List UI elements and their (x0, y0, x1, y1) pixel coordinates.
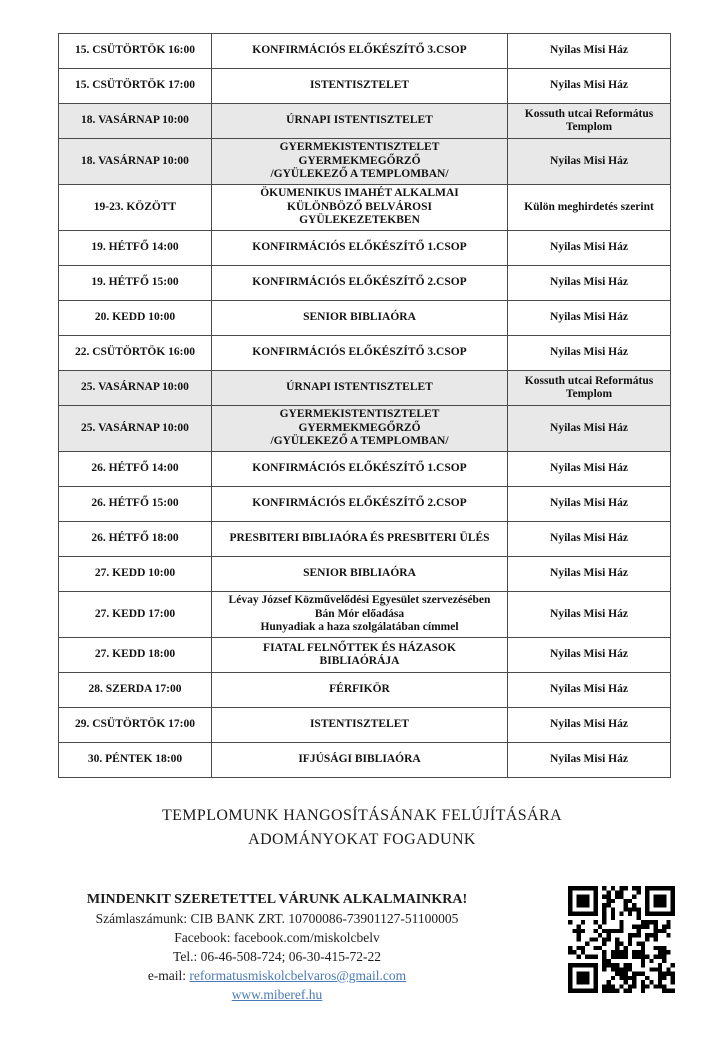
website-link[interactable]: www.miberef.hu (231, 987, 323, 1002)
location-cell (508, 452, 671, 487)
cell-text-line: Lévay József Közművelődési Egyesület szervezésében (228, 594, 491, 607)
date-time-cell (59, 522, 212, 557)
cell-text-line: 26. HÉTFŐ 15:00 (91, 497, 179, 510)
cell-text-line: KONFIRMÁCIÓS ELŐKÉSZÍTŐ 3.CSOP (252, 44, 467, 57)
contact-block (38, 890, 516, 1004)
event-cell (212, 34, 508, 69)
cell-text-line: ISTENTISZTELET (309, 79, 410, 92)
event-cell (212, 673, 508, 708)
date-time-cell (59, 743, 212, 778)
cell-text-line: 28. SZERDA 17:00 (88, 683, 182, 696)
schedule-row (59, 185, 671, 231)
tel-label: Tel.: (173, 949, 198, 964)
cell-text-line: 25. VASÁRNAP 10:00 (81, 381, 189, 394)
account-line (38, 909, 516, 928)
schedule-row (59, 34, 671, 69)
schedule-row (59, 301, 671, 336)
schedule-row (59, 231, 671, 266)
cell-text-line: GYERMEKMEGŐRZŐ (298, 421, 421, 434)
cell-text-line: 27. KEDD 17:00 (94, 607, 176, 620)
cell-text-line: Külön meghirdetés szerint (524, 200, 654, 213)
event-cell (212, 185, 508, 231)
location-cell (508, 487, 671, 522)
location-cell (508, 557, 671, 592)
cell-text-line: FIATAL FELNŐTTEK ÉS HÁZASOK (263, 641, 456, 654)
cell-text-line: Nyilas Misi Ház (550, 532, 628, 545)
schedule-row (59, 139, 671, 185)
cell-text-line: 27. KEDD 10:00 (94, 567, 176, 580)
cell-text-line: IFJÚSÁGI BIBLIAÓRA (298, 753, 421, 766)
facebook-line (38, 928, 516, 947)
schedule-row (59, 452, 671, 487)
location-cell (508, 104, 671, 139)
event-cell (212, 638, 508, 673)
email-label: e-mail: (147, 968, 187, 983)
schedule-row (59, 406, 671, 452)
website-line (38, 985, 516, 1004)
location-cell (508, 34, 671, 69)
qr-code (568, 886, 675, 993)
schedule-table (58, 33, 671, 778)
schedule-row (59, 673, 671, 708)
cell-text-line: ÚRNAPI ISTENTISZTELET (286, 114, 433, 127)
schedule-row (59, 638, 671, 673)
date-time-cell (59, 69, 212, 104)
location-cell (508, 301, 671, 336)
cell-text-line: Nyilas Misi Ház (550, 241, 628, 254)
date-time-cell (59, 34, 212, 69)
location-cell (508, 638, 671, 673)
schedule-row (59, 522, 671, 557)
cell-text-line: 15. CSÜTÖRTÖK 17:00 (74, 79, 196, 92)
email-link[interactable]: reformatusmiskolcbelvaros@gmail.com (189, 968, 407, 983)
schedule-row (59, 69, 671, 104)
event-cell (212, 301, 508, 336)
schedule-row (59, 557, 671, 592)
cell-text-line: 18. VASÁRNAP 10:00 (81, 114, 189, 127)
cell-text-line: 19-23. KÖZÖTT (93, 200, 177, 213)
schedule-row (59, 266, 671, 301)
event-cell (212, 708, 508, 743)
cell-text-line: KONFIRMÁCIÓS ELŐKÉSZÍTŐ 2.CSOP (252, 276, 467, 289)
cell-text-line: GYERMEKISTENTISZTELET (279, 141, 440, 154)
event-cell (212, 452, 508, 487)
location-cell (508, 266, 671, 301)
event-cell (212, 522, 508, 557)
date-time-cell (59, 231, 212, 266)
event-cell (212, 69, 508, 104)
cell-text-line: GYERMEKMEGŐRZŐ (298, 154, 421, 167)
schedule-row (59, 371, 671, 406)
cell-text-line: Hunyadiak a haza szolgálatában címmel (260, 621, 459, 634)
event-cell (212, 139, 508, 185)
cell-text-line: 19. HÉTFŐ 15:00 (91, 276, 179, 289)
cell-text-line: KONFIRMÁCIÓS ELŐKÉSZÍTŐ 3.CSOP (252, 346, 467, 359)
cell-text-line: KONFIRMÁCIÓS ELŐKÉSZÍTŐ 1.CSOP (252, 462, 467, 475)
date-time-cell (59, 266, 212, 301)
cell-text-line: Templom (565, 121, 613, 133)
date-time-cell (59, 301, 212, 336)
cell-text-line: Nyilas Misi Ház (550, 497, 628, 510)
cell-text-line: BIBLIAÓRÁJA (319, 655, 400, 667)
event-cell (212, 406, 508, 452)
event-cell (212, 231, 508, 266)
date-time-cell (59, 557, 212, 592)
date-time-cell (59, 487, 212, 522)
cell-text-line: KÜLÖNBÖZŐ BELVÁROSI (287, 200, 432, 213)
cell-text-line: Nyilas Misi Ház (550, 648, 628, 661)
cell-text-line: SENIOR BIBLIAÓRA (303, 311, 416, 324)
cell-text-line: FÉRFIKÖR (329, 683, 390, 696)
date-time-cell (59, 336, 212, 371)
donation-line-2: ADOMÁNYOKAT FOGADUNK (248, 831, 476, 848)
cell-text-line: /GYÜLEKEZŐ A TEMPLOMBAN/ (270, 168, 449, 181)
location-cell (508, 336, 671, 371)
cell-text-line: 19. HÉTFŐ 14:00 (91, 241, 179, 254)
cell-text-line: Nyilas Misi Ház (550, 154, 628, 167)
date-time-cell (59, 371, 212, 406)
date-time-cell (59, 104, 212, 139)
cell-text-line: 30. PÉNTEK 18:00 (87, 753, 183, 766)
event-cell (212, 104, 508, 139)
cell-text-line: 26. HÉTFŐ 18:00 (91, 532, 179, 545)
cell-text-line: GYÜLEKEZETEKBEN (299, 214, 420, 227)
location-cell (508, 69, 671, 104)
cell-text-line: KONFIRMÁCIÓS ELŐKÉSZÍTŐ 2.CSOP (252, 497, 467, 510)
location-cell (508, 522, 671, 557)
location-cell (508, 231, 671, 266)
cell-text-line: ÚRNAPI ISTENTISZTELET (286, 381, 433, 394)
event-cell (212, 266, 508, 301)
cell-text-line: Nyilas Misi Ház (550, 683, 628, 696)
event-cell (212, 557, 508, 592)
location-cell (508, 673, 671, 708)
cell-text-line: Kossuth utcai Református (524, 374, 654, 387)
cell-text-line: Nyilas Misi Ház (550, 462, 628, 475)
cell-text-line: 18. VASÁRNAP 10:00 (81, 154, 189, 167)
cell-text-line: 15. CSÜTÖRTÖK 16:00 (74, 44, 196, 57)
cell-text-line: KONFIRMÁCIÓS ELŐKÉSZÍTŐ 1.CSOP (252, 241, 467, 254)
date-time-cell (59, 592, 212, 638)
account-value: CIB BANK ZRT. 10700086-73901127-51100005 (190, 911, 459, 926)
cell-text-line: 26. HÉTFŐ 14:00 (91, 462, 179, 475)
email-line (38, 966, 516, 985)
cell-text-line: 29. CSÜTÖRTÖK 17:00 (74, 718, 196, 731)
donation-notice (0, 804, 724, 852)
donation-line-1: TEMPLOMUNK HANGOSÍTÁSÁNAK FELÚJÍTÁSÁRA (161, 807, 563, 824)
date-time-cell (59, 139, 212, 185)
location-cell (508, 592, 671, 638)
schedule-row (59, 743, 671, 778)
event-cell (212, 743, 508, 778)
location-cell (508, 139, 671, 185)
location-cell (508, 743, 671, 778)
welcome-headline: MINDENKIT SZERETETTEL VÁRUNK ALKALMAINKRA! (86, 892, 468, 907)
cell-text-line: Nyilas Misi Ház (550, 753, 628, 766)
cell-text-line: Nyilas Misi Ház (550, 79, 628, 92)
qr-code-wrap (568, 886, 675, 993)
event-cell (212, 336, 508, 371)
tel-line (38, 947, 516, 966)
cell-text-line: Kossuth utcai Református (524, 107, 654, 120)
cell-text-line: Nyilas Misi Ház (550, 311, 628, 324)
account-label: Számlaszámunk: (95, 911, 188, 926)
date-time-cell (59, 406, 212, 452)
cell-text-line: Templom (565, 388, 613, 400)
cell-text-line: 22. CSÜTÖRTÖK 16:00 (74, 346, 196, 359)
cell-text-line: 20. KEDD 10:00 (94, 311, 176, 324)
facebook-label: Facebook: (174, 930, 231, 945)
cell-text-line: Nyilas Misi Ház (550, 607, 628, 620)
schedule-row (59, 104, 671, 139)
cell-text-line: 25. VASÁRNAP 10:00 (81, 421, 189, 434)
cell-text-line: Nyilas Misi Ház (550, 718, 628, 731)
cell-text-line: Nyilas Misi Ház (550, 276, 628, 289)
cell-text-line: Nyilas Misi Ház (550, 567, 628, 580)
document-page (0, 33, 724, 1057)
date-time-cell (59, 185, 212, 231)
event-cell (212, 592, 508, 638)
schedule-row (59, 487, 671, 522)
date-time-cell (59, 673, 212, 708)
location-cell (508, 185, 671, 231)
schedule-table-body (59, 34, 671, 778)
schedule-row (59, 592, 671, 638)
tel-value: 06-46-508-724; 06-30-415-72-22 (200, 949, 381, 964)
cell-text-line: SENIOR BIBLIAÓRA (303, 567, 416, 580)
event-cell (212, 371, 508, 406)
cell-text-line: /GYÜLEKEZŐ A TEMPLOMBAN/ (270, 435, 449, 448)
cell-text-line: Nyilas Misi Ház (550, 421, 628, 434)
schedule-row (59, 708, 671, 743)
footer (0, 890, 724, 1004)
cell-text-line: ÖKUMENIKUS IMAHÉT ALKALMAI (260, 187, 459, 200)
cell-text-line: GYERMEKISTENTISZTELET (279, 408, 440, 421)
cell-text-line: ISTENTISZTELET (309, 718, 410, 731)
facebook-value: facebook.com/miskolcbelv (233, 930, 380, 945)
location-cell (508, 406, 671, 452)
schedule-row (59, 336, 671, 371)
date-time-cell (59, 708, 212, 743)
location-cell (508, 371, 671, 406)
cell-text-line: Nyilas Misi Ház (550, 346, 628, 359)
cell-text-line: Nyilas Misi Ház (550, 44, 628, 57)
date-time-cell (59, 638, 212, 673)
cell-text-line: PRESBITERI BIBLIAÓRA ÉS PRESBITERI ÜLÉS (229, 532, 490, 545)
cell-text-line: 27. KEDD 18:00 (94, 648, 176, 661)
location-cell (508, 708, 671, 743)
cell-text-line: Bán Mór előadása (314, 607, 405, 620)
date-time-cell (59, 452, 212, 487)
event-cell (212, 487, 508, 522)
